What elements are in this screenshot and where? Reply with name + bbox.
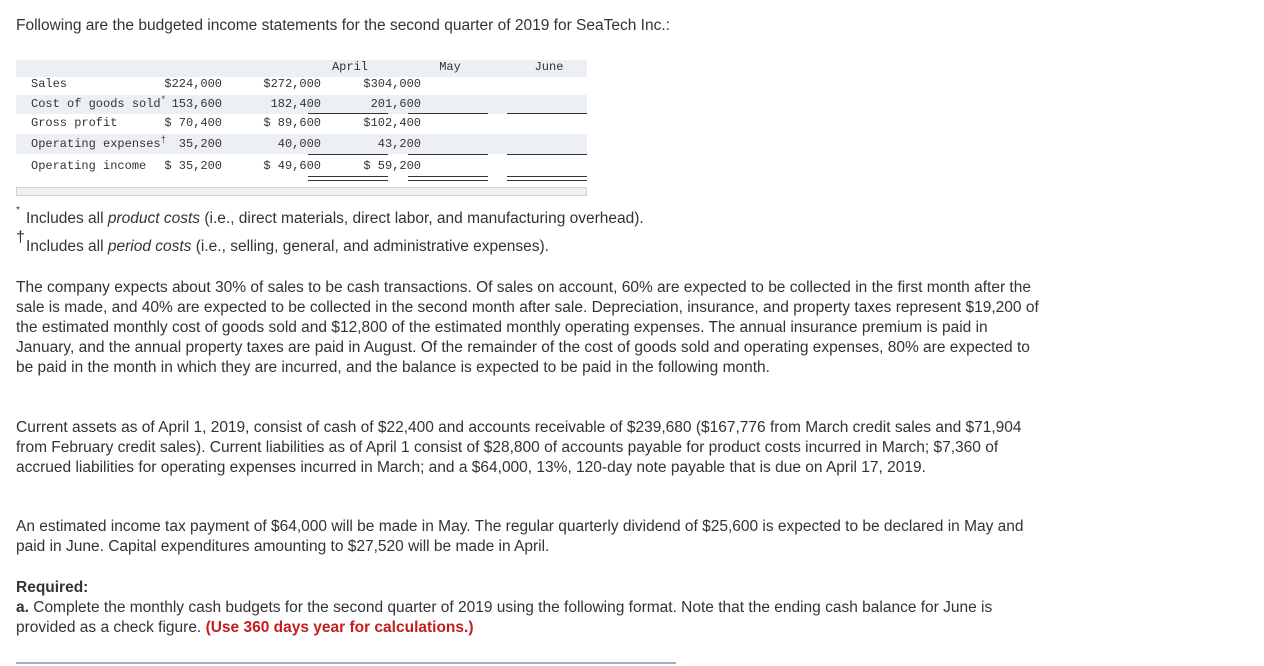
rule-cogs-may <box>408 113 488 114</box>
rule-cogs-april <box>308 113 388 114</box>
intro-text: Following are the budgeted income statements for the second quarter of 2019 for SeaTech Inc.: <box>16 17 670 34</box>
row-label-cogs: Cost of goods sold* <box>31 95 167 111</box>
dagger-symbol: † <box>16 229 25 246</box>
cell-gp-june: $102,400 <box>363 116 421 130</box>
required-section <box>16 578 1046 638</box>
rule-cogs-june <box>507 113 587 114</box>
double-rule-april <box>308 176 388 181</box>
band-header <box>16 60 587 77</box>
paragraph-balances: Current assets as of April 1, 2019, consist of cash of $22,400 and accounts receivable of $239,680 ($167,776 from March credit sales and $71,904 from February credit sales). Current liabilities as of April 1 consist of $28,800 of accounts payable for product costs incurred in March; $7,360 of accrued liabilities for operating expenses incurred in March; and a $64,000, 13%, 120-day note payable that is due on April 17, 2019. <box>16 419 1022 476</box>
table-horizontal-scrollbar[interactable] <box>16 187 587 196</box>
col-header-june: June <box>534 60 564 74</box>
dagger-mark: † <box>160 135 167 145</box>
cell-cogs-may: 182,400 <box>270 97 321 111</box>
cell-gp-may: $ 89,600 <box>263 116 321 130</box>
rule-opex-april <box>308 154 388 155</box>
paragraph-collections: The company expects about 30% of sales to be cash transactions. Of sales on account, 60% are expected to be collected in the first month after the sale is made, and 40% are expected to be collected in the second month after sale. Depreciation, insurance, and property taxes represent $19,200 of the estimated monthly cost of goods sold and $12,800 of the estimated monthly operating expenses. The annual insurance premium is paid in January, and the annual property taxes are paid in August. Of the remainder of the cost of goods sold and operating expenses, 80% are expected to be paid in the month in which they are incurred, and the balance is expected to be paid in the following month. <box>16 279 1039 376</box>
asterisk-mark: * <box>160 95 167 105</box>
col-header-april: April <box>331 60 368 74</box>
cell-oi-june: $ 59,200 <box>363 159 421 173</box>
required-part-a: a. Complete the monthly cash budgets for the second quarter of 2019 using the following format. Note that the ending cash balance for June is provided as a check figure. (Use 360 days year for calculations.) <box>16 599 993 636</box>
rule-opex-june <box>507 154 587 155</box>
row-label-gross-profit: Gross profit <box>31 116 118 130</box>
cell-cogs-april: 153,600 <box>171 97 222 111</box>
rule-opex-may <box>408 154 488 155</box>
cell-gp-april: $ 70,400 <box>164 116 222 130</box>
double-rule-may <box>408 176 488 181</box>
cell-opex-may: 40,000 <box>277 137 321 151</box>
cell-oi-april: $ 35,200 <box>164 159 222 173</box>
cell-opex-april: 35,200 <box>178 137 222 151</box>
asterisk-symbol: * <box>16 205 20 216</box>
double-rule-june <box>507 176 587 181</box>
cell-opex-june: 43,200 <box>377 137 421 151</box>
cell-oi-may: $ 49,600 <box>263 159 321 173</box>
cell-sales-april: $224,000 <box>164 77 222 91</box>
row-label-sales: Sales <box>31 77 68 91</box>
row-label-operating-income: Operating income <box>31 159 147 173</box>
col-header-may: May <box>439 60 461 74</box>
cell-sales-june: $304,000 <box>363 77 421 91</box>
paragraph-taxes-dividends: An estimated income tax payment of $64,000 will be made in May. The regular quarterly dividend of $25,600 is expected to be declared in May and paid in June. Capital expenditures amounting to $27,520 will be made in April. <box>16 518 1024 555</box>
required-heading: Required: <box>16 579 89 596</box>
row-label-opex: Operating expenses† <box>31 135 167 151</box>
cell-sales-may: $272,000 <box>263 77 321 91</box>
calculation-note: (Use 360 days year for calculations.) <box>205 619 474 636</box>
section-divider <box>16 662 676 664</box>
cell-cogs-june: 201,600 <box>370 97 421 111</box>
